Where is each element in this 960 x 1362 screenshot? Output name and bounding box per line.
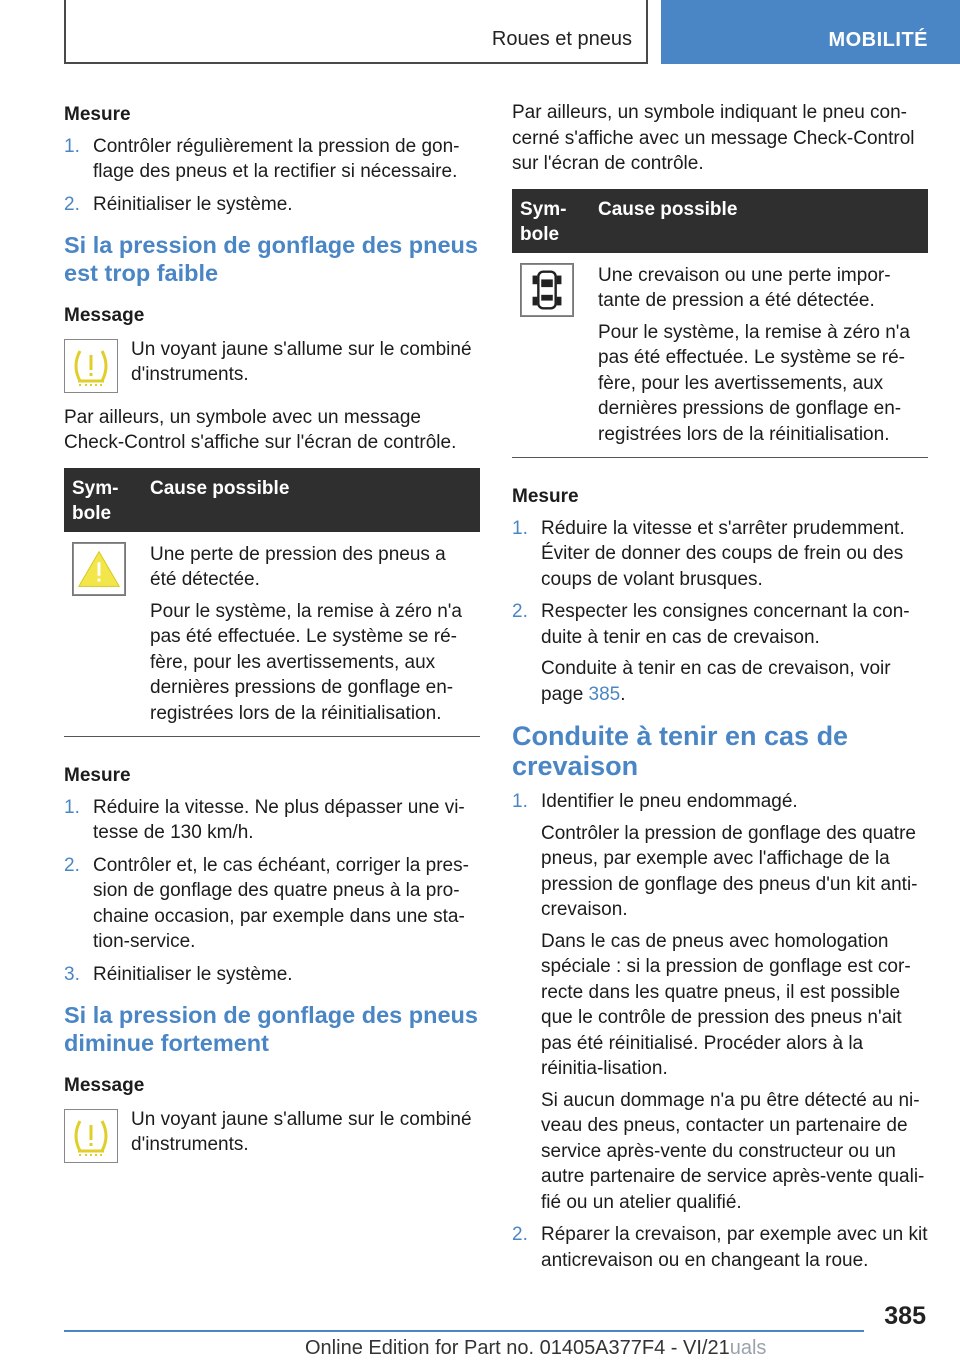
step-text: Contrôler la pression de gonflage des quatre pneus, par exemple avec l'affichage de la pression de gonflage des pneus d'un kit anti-crevaison. [541,822,918,920]
tire-pressure-warning-icon [64,339,118,393]
section-heading: Si la pression de gonflage des pneus diminue fortement [64,1002,478,1056]
step-number: 2. [512,1224,528,1245]
header-section-title: Roues et pneus [491,28,632,50]
page-link[interactable]: 385 [588,683,621,705]
step-number: 2. [64,193,80,215]
step-number: 3. [64,963,80,985]
step-number: 1. [512,791,528,812]
header-section-box [64,0,648,64]
step-text: Réduire la vitesse. Ne plus dépasser une vi-tesse de 130 km/h. [93,796,465,843]
edition-text: Online Edition for Part no. 01405A377F4 - VI/21 [305,1337,730,1359]
table-header-cause: Cause possible [150,477,290,499]
right-column [512,100,928,1280]
mesure-label: Mesure [64,104,131,125]
step-number: 1. [64,796,80,818]
intro-text: Par ailleurs, un symbole avec un message Check-Control s'affiche sur l'écran de contrôle. [64,406,457,453]
step-number: 1. [512,517,528,539]
symbol-table [512,189,928,459]
list-item [512,599,928,707]
table-header [512,189,928,253]
step-number: 1. [64,135,80,157]
step-text: Réinitialiser le système. [93,193,293,215]
step-number: 2. [512,601,528,622]
footer-edition [305,1337,766,1360]
list-item [512,516,928,593]
warning-triangle-icon [72,542,126,596]
car-flat-tire-icon [520,263,574,317]
list-item [512,789,928,1215]
table-header-symbol: Sym-bole [72,477,119,524]
symbol-table [64,468,480,738]
header-chapter-tab [661,0,960,64]
table-row [64,532,480,738]
message-text: Un voyant jaune s'allume sur le combiné d'instruments. [131,1108,472,1155]
page-number: 385 [884,1302,926,1330]
list-item [64,962,480,988]
step-number: 2. [64,854,80,876]
header-chapter-title: MOBILITÉ [828,29,928,51]
table-header [64,468,480,532]
list-item [512,1222,928,1273]
step-text: Si aucun dommage n'a pu être détecté au ni-veau des pneus, contacter un partenaire de service après-vente du constructeur ou un autre partenaire de service après-vente quali-fié ou un atelier qualifié. [541,1089,925,1213]
message-block [64,337,480,393]
left-column [64,100,480,1175]
cause-text: Pour le système, la remise à zéro n'a pas été effectuée. Le système se ré-fère, pour les avertissements, aux dernières pressions de gonflage en-registrées lors de la réinitialisation. [150,600,462,724]
mesure-list [512,516,928,708]
page-reference-text: Conduite à tenir en cas de crevaison, voir page [541,658,891,705]
step-text: Respecter les consignes concernant la con-duite à tenir en cas de crevaison. [541,601,910,648]
section-heading: Si la pression de gonflage des pneus est trop faible [64,232,478,286]
step-text: Réparer la crevaison, par exemple avec un kit anticrevaison ou en changeant la roue. [541,1224,928,1271]
message-label: Message [64,305,145,326]
list-item [64,192,480,218]
cause-text: Une crevaison ou une perte impor-tante de pression a été détectée. [598,264,891,311]
step-text: Réinitialiser le système. [93,963,293,985]
mesure-label: Mesure [64,765,131,786]
footer-divider [64,1330,864,1332]
watermark-text: uals [729,1337,767,1359]
table-header-cause: Cause possible [598,198,738,220]
cause-text: Une perte de pression des pneus a été détectée. [150,543,446,590]
message-label: Message [64,1075,145,1096]
step-text: Dans le cas de pneus avec homologation spéciale : si la pression de gonflage est cor-recte dans les quatre pneus, il est possible que le contrôle de pression des pneus n'ait pas été réinitialisé. Procéder alors à la réinitia-lisation. [541,930,911,1079]
mesure-label: Mesure [512,486,579,507]
procedure-list [512,789,928,1273]
step-text: Contrôler et, le cas échéant, corriger la pres-sion de gonflage des quatre pneus à la pro-chaine occasion, par exemple dans une sta-tion-service. [93,854,469,952]
intro-text: Par ailleurs, un symbole indiquant le pneu con-cerné s'affiche avec un message Check-Control sur l'écran de contrôle. [512,102,915,174]
cause-text: Pour le système, la remise à zéro n'a pas été effectuée. Le système se ré-fère, pour les avertissements, aux dernières pressions de gonflage en-registrées lors de la réinitialisation. [598,321,910,445]
list-item [64,795,480,846]
step-text: Contrôler régulièrement la pression de gon-flage des pneus et la rectifier si nécessaire. [93,135,460,182]
table-header-symbol: Sym-bole [520,198,567,245]
step-text: Réduire la vitesse et s'arrêter prudemment. Éviter de donner des coups de frein ou des coups de volant brusques. [541,517,905,590]
list-item [64,134,480,185]
table-row [512,253,928,459]
list-item [64,853,480,955]
chapter-heading: Conduite à tenir en cas de crevaison [512,721,849,781]
tire-pressure-warning-icon [64,1109,118,1163]
message-text: Un voyant jaune s'allume sur le combiné d'instruments. [131,338,472,385]
step-text: Identifier le pneu endommagé. [541,791,798,812]
page-reference-end: . [620,683,626,705]
message-block [64,1107,480,1163]
page-reference [541,656,928,707]
mesure-list [64,795,480,988]
mesure-list [64,134,480,218]
